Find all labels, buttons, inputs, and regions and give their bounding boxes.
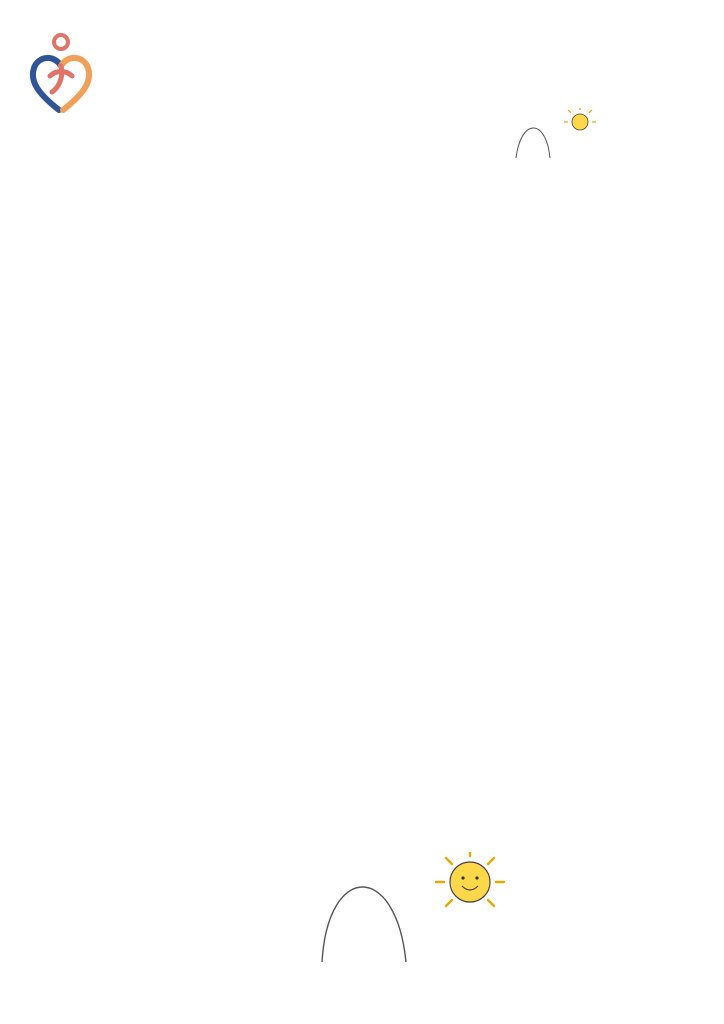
heart-hug-logo-icon bbox=[28, 32, 94, 116]
children-jump-rope-illustration bbox=[416, 108, 660, 184]
children-jump-rope-illustration bbox=[100, 852, 660, 1012]
